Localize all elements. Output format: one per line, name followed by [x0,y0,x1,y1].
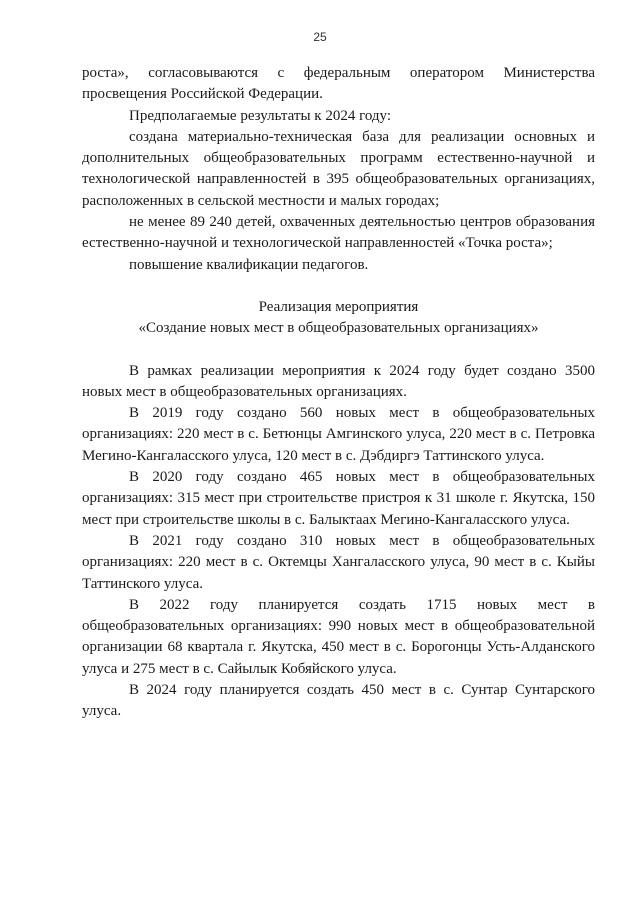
paragraph-year-2020: В 2020 году создано 465 новых мест в общеобразовательных организациях: 315 мест при строительстве пристроя к 31 школе г. Якутска, 150 мест при строительстве школы в с. Балыктаах Мегино-Кангаласского улуса. [82,469,595,528]
section-heading [82,297,595,340]
paragraph-continuation: роста», согласовываются с федеральным оператором Министерства просвещения Российской Федерации. [82,65,595,103]
paragraph-total-new-places: В рамках реализации мероприятия к 2024 году будет создано 3500 новых мест в общеобразовательных организациях. [82,362,595,400]
paragraph-year-2022: В 2022 году планируется создать 1715 новых мест в общеобразовательных организациях: 990 новых мест в общеобразовательной организации 68 квартала г. Якутска, 450 мест в с. Борогонцы Усть-Алданского улуса и 275 мест в с. Сайылык Кобяйского улуса. [82,596,595,677]
section-heading-line-2: «Создание новых мест в общеобразовательных организациях» [138,320,539,337]
paragraph-result-material-base: создана материально-техническая база для реализации основных и дополнительных общеобразовательных программ естественно-научной и технологической направленностей в 395 общеобразовательных организациях, расположенных в сельской местности и малых городах; [82,128,595,209]
paragraph-result-children-coverage: не менее 89 240 детей, охваченных деятельностью центров образования естественно-научной и технологической направленностей «Точка роста»; [82,214,595,252]
page-content [82,63,595,723]
section-heading-line-1: Реализация мероприятия [258,298,419,315]
page-number: 25 [313,30,327,44]
paragraph-result-teacher-qualification: повышение квалификации педагогов. [129,256,369,273]
paragraph-year-2019: В 2019 году создано 560 новых мест в общеобразовательных организациях: 220 мест в с. Бетюнцы Амгинского улуса, 220 мест в с. Петровка Мегино-Кангаласского улуса, 120 мест в с. Дэбдиргэ Таттинского улуса. [82,405,595,464]
paragraph-year-2024: В 2024 году планируется создать 450 мест в с. Сунтар Сунтарского улуса. [82,682,595,720]
spacer [82,340,595,361]
paragraph-expected-results-intro: Предполагаемые результаты к 2024 году: [129,107,392,124]
paragraph-year-2021: В 2021 году создано 310 новых мест в общеобразовательных организациях: 220 мест в с. Октемцы Хангаласского улуса, 90 мест в с. Кыйы Таттинского улуса. [82,532,595,592]
